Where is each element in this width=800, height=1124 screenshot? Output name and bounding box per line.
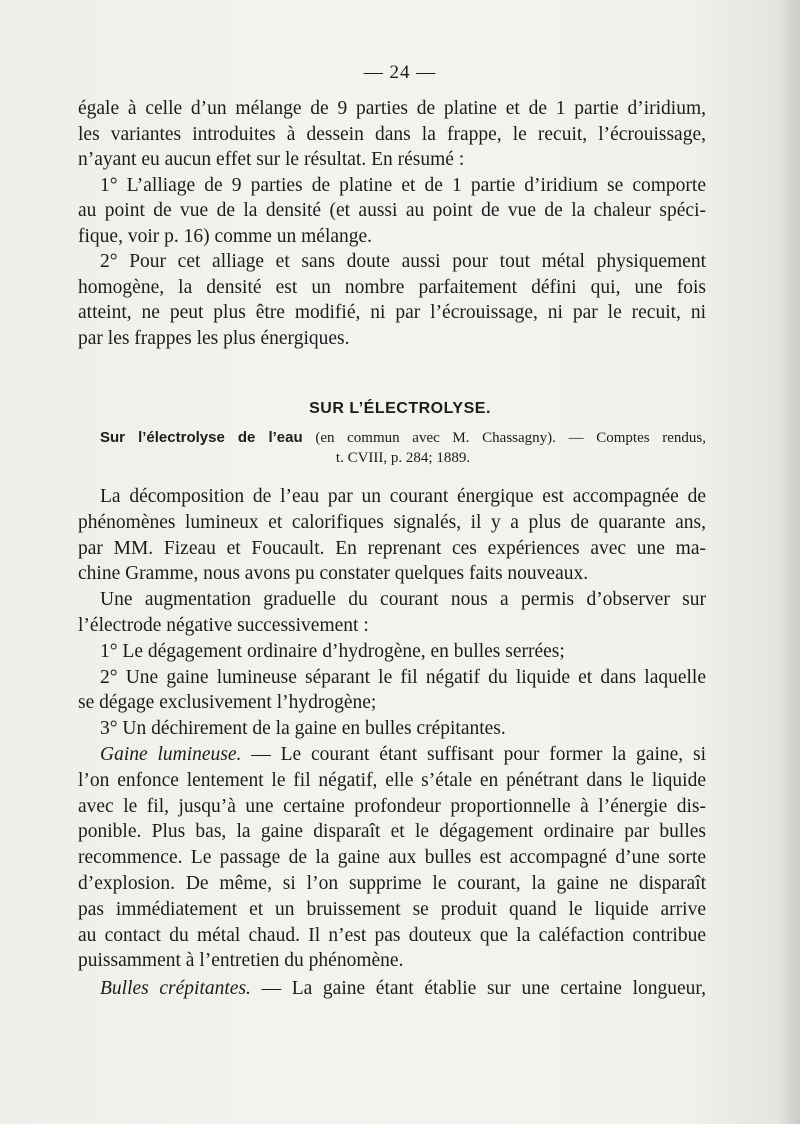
list-item-3: 3° Un déchirement de la gaine en bulles crépitantes. [100, 718, 506, 740]
gaine-lead: — Le courant étant suffisant pour former la gaine, si [241, 743, 706, 765]
citation-line-1 [100, 428, 706, 448]
page-number: — 24 — [363, 62, 437, 83]
text-line: La décomposition de l’eau par un courant énergique est accompagnée de [100, 486, 706, 507]
text-line: fique, voir p. 16) comme un mélange. [78, 225, 373, 247]
text-line [78, 742, 706, 768]
text-line: homogène, la densité est un nombre parfaitement défini qui, une fois [78, 276, 706, 298]
text-line: par MM. Fizeau et Foucault. En reprenant ces expériences avec une ma- [78, 537, 706, 559]
text-line: 1° L’alliage de 9 parties de platine et de 1 partie d’iridium se comporte [100, 174, 706, 196]
text-line: égale à celle d’un mélange de 9 parties de platine et de 1 partie d’iridium, [78, 98, 706, 119]
bulles-title: Bulles crépitantes. [100, 978, 251, 1000]
section-heading: SUR L’ÉLECTROLYSE. [309, 400, 491, 417]
text-line: d’explosion. De même, si l’on supprime le courant, la gaine ne disparaît [78, 872, 706, 894]
text-line: au contact du métal chaud. Il n’est pas douteux que la caléfaction contribue [78, 924, 706, 946]
list-item-2 [78, 665, 706, 717]
list-item-1: 1° Le dégagement ordinaire d’hydrogène, en bulles serrées; [100, 640, 565, 662]
text-line: puissamment à l’entretien du phénomène. [78, 950, 404, 972]
text-line: se dégage exclusivement l’hydrogène; [78, 692, 377, 714]
text-line: recommence. Le passage de la gaine aux bulles est accompagné d’une sorte [78, 847, 706, 869]
text-line: l’électrode négative successivement : [78, 614, 369, 636]
gaine-paragraph [78, 742, 706, 974]
text-line: Une augmentation graduelle du courant nous a permis d’observer sur [100, 589, 706, 611]
text-line: chine Gramme, nous avons pu constater quelques faits nouveaux. [78, 563, 589, 585]
text-line: l’on enfonce lentement le fil négatif, elle s’étale en pénétrant dans le liquide [78, 769, 706, 791]
intro-paragraph-1 [78, 96, 706, 173]
text-line: atteint, ne peut plus être modifié, ni par l’écrouissage, ni par le recuit, ni [78, 302, 706, 323]
page-edge-shadow [778, 0, 800, 1124]
text-line: au point de vue de la densité (et aussi au point de vue de la chaleur spéci- [78, 200, 706, 221]
main-paragraph-2 [78, 587, 706, 639]
text-line: les variantes introduites à dessein dans la frappe, le recuit, l’écrouissage, [78, 123, 706, 145]
bulles-paragraph [78, 976, 706, 1002]
intro-text [78, 96, 706, 351]
main-text [78, 484, 706, 1002]
text-line: avec le fil, jusqu’à une certaine profondeur proportionnelle à l’énergie dis- [78, 795, 706, 817]
text-line: 2° Pour cet alliage et sans doute aussi pour tout métal physiquement [100, 251, 706, 272]
citation [100, 428, 706, 468]
intro-paragraph-3 [78, 249, 706, 351]
text-line: n’ayant eu aucun effet sur le résultat. En résumé : [78, 149, 465, 170]
citation-source: (en commun avec M. Chassagny). — Comptes rendus, [302, 430, 706, 446]
text-line: pas immédiatement et un bruissement se produit quand le liquide arrive [78, 898, 706, 920]
text-line: par les frappes les plus énergiques. [78, 327, 350, 349]
text-line: 2° Une gaine lumineuse séparant le fil négatif du liquide et dans laquelle [100, 666, 706, 688]
citation-line-2: t. CVIII, p. 284; 1889. [335, 450, 471, 466]
gaine-title: Gaine lumineuse. [100, 743, 242, 765]
intro-paragraph-2 [78, 173, 706, 250]
text-line: ponible. Plus bas, la gaine disparaît et le dégagement ordinaire par bulles [78, 821, 706, 843]
bulles-lead: — La gaine étant établie sur une certaine longueur, [250, 978, 706, 1000]
citation-title: Sur l’électrolyse de l’eau [100, 429, 303, 446]
text-line: phénomènes lumineux et calorifiques signalés, il y a plus de quarante ans, [78, 511, 706, 533]
main-paragraph-1 [78, 484, 706, 587]
